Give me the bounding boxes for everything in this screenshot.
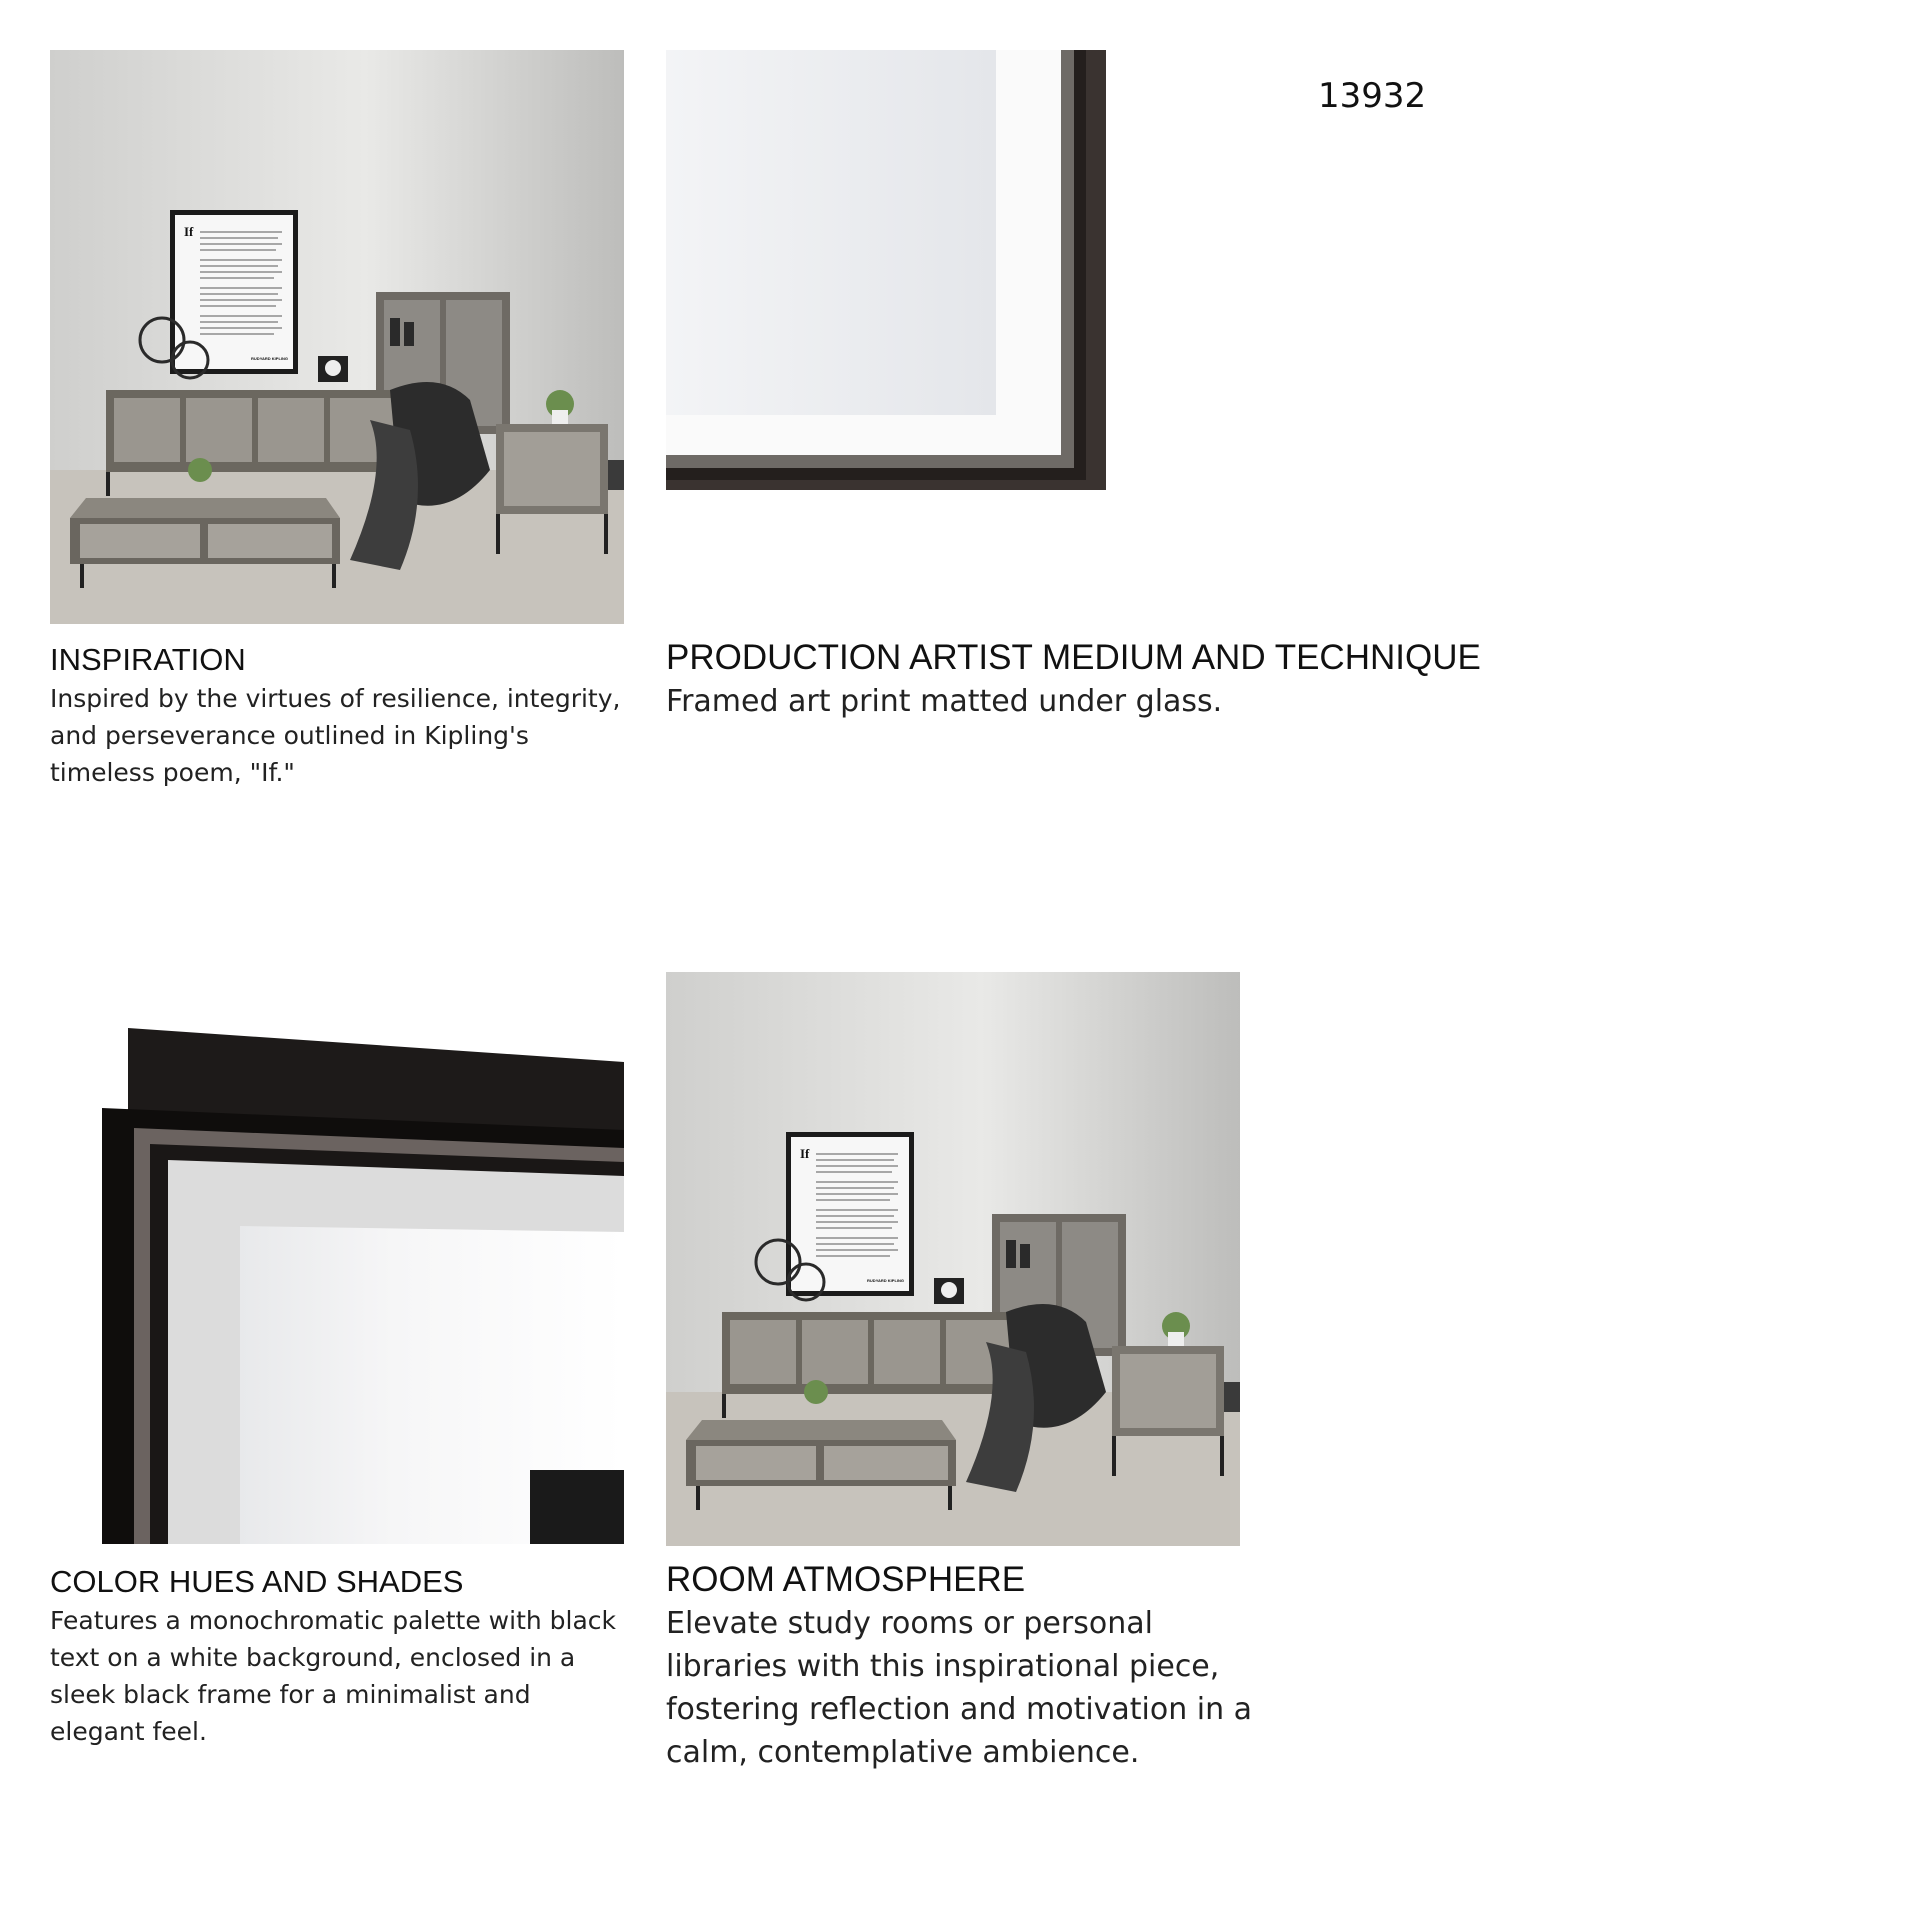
kipling-poster	[170, 210, 298, 374]
room-scene-photo-2	[666, 972, 1240, 1546]
section-title: ROOM ATMOSPHERE	[666, 1560, 1026, 1599]
section-room-atmosphere	[666, 1558, 1256, 1774]
room-scene-illustration	[50, 50, 624, 624]
frame-closeup-illustration	[50, 970, 624, 1544]
frame-corner-detail-photo	[666, 50, 1106, 490]
section-inspiration	[50, 640, 630, 791]
section-production-medium	[666, 636, 1506, 723]
product-id: 13932	[1318, 76, 1427, 116]
section-text: Inspired by the virtues of resilience, integrity, and perseverance outlined in Kipling's timeless poem, "If."	[50, 684, 621, 787]
poster-title-2: If	[800, 1146, 810, 1161]
section-text: Framed art print matted under glass.	[666, 684, 1223, 719]
poster-author-2: RUDYARD KIPLING	[867, 1278, 904, 1283]
poster-author: RUDYARD KIPLING	[251, 356, 288, 361]
section-color-hues	[50, 1562, 630, 1750]
poster-title: If	[184, 224, 194, 239]
section-title: INSPIRATION	[50, 642, 246, 677]
section-title: PRODUCTION ARTIST MEDIUM AND TECHNIQUE	[666, 638, 1481, 677]
section-title: COLOR HUES AND SHADES	[50, 1564, 464, 1599]
frame-corner-illustration	[666, 50, 1106, 490]
room-scene-photo	[50, 50, 624, 624]
frame-closeup-photo	[50, 970, 624, 1544]
section-text: Elevate study rooms or personal libraries with this inspirational piece, fostering reflection and motivation in a calm, contemplative ambience.	[666, 1606, 1253, 1770]
room-scene-illustration-2	[666, 972, 1240, 1546]
kipling-poster-2	[786, 1132, 914, 1296]
section-text: Features a monochromatic palette with black text on a white background, enclosed in a sleek black frame for a minimalist and elegant feel.	[50, 1606, 617, 1746]
